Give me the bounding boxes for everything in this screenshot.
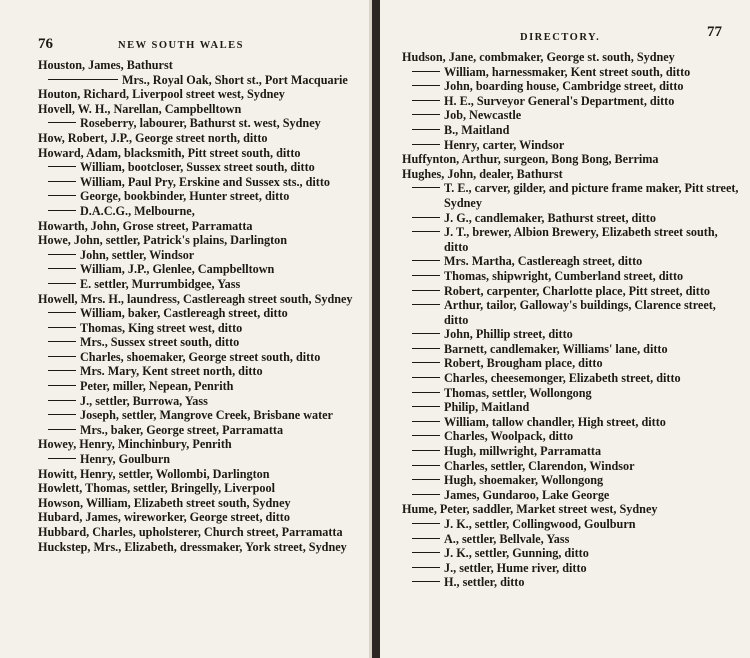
directory-entry: Howlett, Thomas, settler, Bringelly, Liverpool	[38, 481, 275, 496]
directory-subentry: J., settler, Burrowa, Yass	[38, 394, 366, 409]
directory-subentry: John, Phillip street, ditto	[402, 327, 742, 342]
directory-subentry: Charles, shoemaker, George street south, ditto	[38, 350, 366, 365]
directory-subentry: William, Paul Pry, Erskine and Sussex sts., ditto	[38, 175, 366, 190]
directory-entry: Howell, Mrs. H., laundress, Castlereagh street south, Sydney	[38, 291, 353, 306]
directory-subentry: Roseberry, labourer, Bathurst st. west, Sydney	[38, 116, 366, 131]
directory-subentry: Hugh, shoemaker, Wollongong	[402, 473, 742, 488]
directory-subentry: J. T., brewer, Albion Brewery, Elizabeth street south, ditto	[402, 225, 742, 254]
directory-entry: Hume, Peter, saddler, Market street west, Sydney	[402, 502, 658, 517]
directory-subentry: A., settler, Bellvale, Yass	[402, 532, 742, 547]
directory-entry: Howitt, Henry, settler, Wollombi, Darlington	[38, 466, 270, 481]
directory-subentry: H., settler, ditto	[402, 575, 742, 590]
directory-subentry: Mrs. Mary, Kent street north, ditto	[38, 364, 366, 379]
directory-subentry: T. E., carver, gilder, and picture frame maker, Pitt street, Sydney	[402, 181, 742, 210]
directory-subentry: Hugh, millwright, Parramatta	[402, 444, 742, 459]
directory-entry: Howarth, John, Grose street, Parramatta	[38, 218, 253, 233]
directory-subentry: J. G., candlemaker, Bathurst street, ditto	[402, 211, 742, 226]
directory-subentry: Mrs. Martha, Castlereagh street, ditto	[402, 254, 742, 269]
directory-subentry: J. K., settler, Gunning, ditto	[402, 546, 742, 561]
directory-entry: Howson, William, Elizabeth street south, Sydney	[38, 495, 291, 510]
directory-subentry: John, settler, Windsor	[38, 248, 366, 263]
left-page	[0, 0, 372, 658]
directory-subentry: Philip, Maitland	[402, 400, 742, 415]
directory-subentry: B., Maitland	[402, 123, 742, 138]
directory-subentry: J. K., settler, Collingwood, Goulburn	[402, 517, 742, 532]
book-gutter	[372, 0, 380, 658]
directory-subentry: J., settler, Hume river, ditto	[402, 561, 742, 576]
directory-subentry: William, bootcloser, Sussex street south, ditto	[38, 160, 366, 175]
directory-subentry: Henry, carter, Windsor	[402, 138, 742, 153]
directory-entry: Howey, Henry, Minchinbury, Penrith	[38, 437, 232, 452]
directory-entry: Huckstep, Mrs., Elizabeth, dressmaker, York street, Sydney	[38, 539, 347, 554]
left-directory-entries	[38, 58, 366, 554]
directory-subentry: John, boarding house, Cambridge street, ditto	[402, 79, 742, 94]
directory-entry: Hovell, W. H., Narellan, Campbelltown	[38, 101, 242, 116]
directory-subentry: Peter, miller, Nepean, Penrith	[38, 379, 366, 394]
right-page-header	[402, 24, 742, 50]
directory-subentry: Thomas, King street west, ditto	[38, 321, 366, 336]
directory-subentry: Job, Newcastle	[402, 108, 742, 123]
directory-subentry: Charles, settler, Clarendon, Windsor	[402, 459, 742, 474]
directory-subentry: Robert, Brougham place, ditto	[402, 356, 742, 371]
directory-subentry: Barnett, candlemaker, Williams' lane, ditto	[402, 342, 742, 357]
directory-subentry: William, tallow chandler, High street, ditto	[402, 415, 742, 430]
directory-subentry: Henry, Goulburn	[38, 452, 366, 467]
right-page-number: 77	[707, 24, 722, 40]
left-running-title: NEW SOUTH WALES	[118, 40, 244, 51]
directory-subentry: Joseph, settler, Mangrove Creek, Brisbane water	[38, 408, 366, 423]
directory-entry: Howe, John, settler, Patrick's plains, Darlington	[38, 233, 288, 248]
right-page	[380, 0, 750, 658]
directory-subentry: Thomas, settler, Wollongong	[402, 386, 742, 401]
left-page-number: 76	[38, 36, 53, 52]
directory-subentry: James, Gundaroo, Lake George	[402, 488, 742, 503]
directory-entry: Huffynton, Arthur, surgeon, Bong Bong, Berrima	[402, 152, 659, 167]
directory-subentry: Robert, carpenter, Charlotte place, Pitt street, ditto	[402, 284, 742, 299]
directory-entry: Hughes, John, dealer, Bathurst	[402, 166, 563, 181]
directory-subentry: Mrs., Sussex street south, ditto	[38, 335, 366, 350]
directory-entry: Houston, James, Bathurst	[38, 58, 173, 72]
directory-subentry: Charles, Woolpack, ditto	[402, 429, 742, 444]
directory-entry: Howard, Adam, blacksmith, Pitt street south, ditto	[38, 145, 301, 160]
directory-entry: Hubard, James, wireworker, George street, ditto	[38, 510, 290, 525]
directory-subentry: Arthur, tailor, Galloway's buildings, Clarence street, ditto	[402, 298, 742, 327]
directory-subentry: D.A.C.G., Melbourne,	[38, 204, 366, 219]
directory-subentry: H. E., Surveyor General's Department, ditto	[402, 94, 742, 109]
directory-entry: Hudson, Jane, combmaker, George st. south, Sydney	[402, 50, 675, 64]
directory-subentry: Mrs., baker, George street, Parramatta	[38, 423, 366, 438]
directory-subentry: George, bookbinder, Hunter street, ditto	[38, 189, 366, 204]
right-directory-entries	[402, 50, 742, 590]
directory-entry: Hubbard, Charles, upholsterer, Church street, Parramatta	[38, 525, 343, 539]
right-running-title: DIRECTORY.	[520, 32, 601, 43]
left-page-header	[38, 36, 366, 58]
directory-subentry: E. settler, Murrumbidgee, Yass	[38, 277, 366, 292]
directory-subentry: William, baker, Castlereagh street, ditto	[38, 306, 366, 321]
directory-subentry: William, J.P., Glenlee, Campbelltown	[38, 262, 366, 277]
directory-subentry: Charles, cheesemonger, Elizabeth street, ditto	[402, 371, 742, 386]
directory-subentry: William, harnessmaker, Kent street south, ditto	[402, 65, 742, 80]
directory-subentry: Mrs., Royal Oak, Short st., Port Macquarie	[38, 73, 366, 88]
directory-subentry: Thomas, shipwright, Cumberland street, ditto	[402, 269, 742, 284]
directory-entry: Houton, Richard, Liverpool street west, Sydney	[38, 87, 285, 102]
directory-entry: How, Robert, J.P., George street north, ditto	[38, 130, 268, 145]
